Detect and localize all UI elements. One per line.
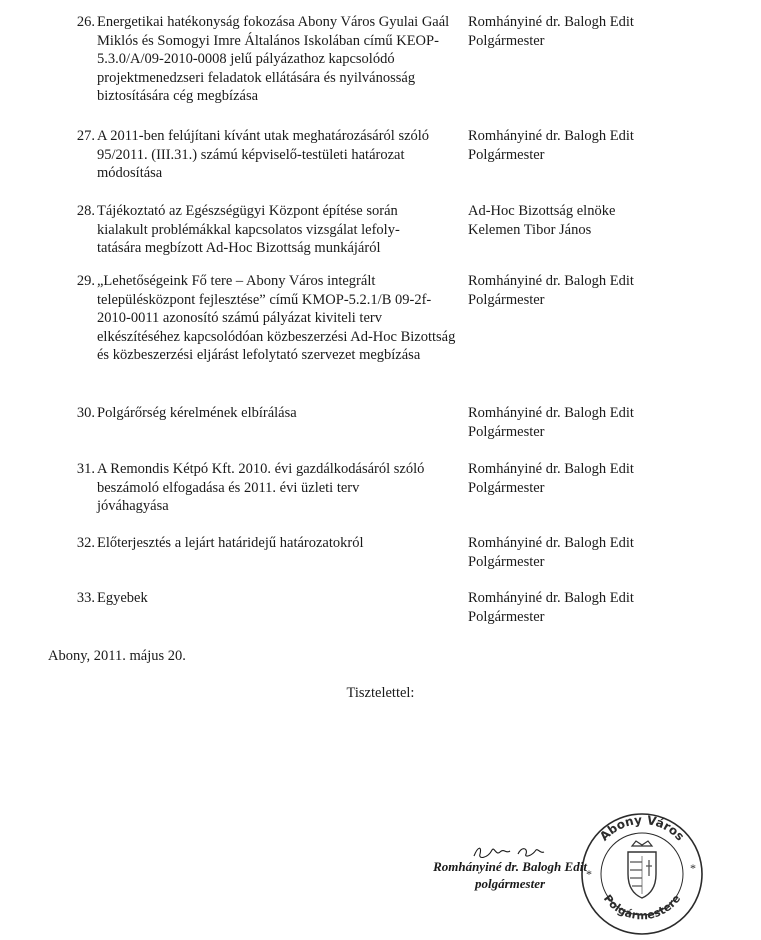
item-number: 29. bbox=[76, 273, 95, 289]
presenter-role: Kelemen Tibor János bbox=[468, 221, 592, 238]
handwritten-signature bbox=[470, 842, 550, 862]
presenter-role: Polgármester bbox=[468, 423, 545, 440]
item-presenter bbox=[468, 404, 758, 441]
presenter-name: Romhányiné dr. Balogh Edit bbox=[468, 128, 634, 144]
item-presenter bbox=[468, 202, 758, 239]
item-presenter bbox=[468, 460, 758, 497]
item-title: A 2011-ben felújítani kívánt utak meghatározásáról szóló 95/2011. (III.31.) számú képviselő-testületi határozat módosítása bbox=[97, 128, 430, 181]
presenter-role: Polgármester bbox=[468, 291, 545, 308]
presenter-role: Polgármester bbox=[468, 608, 545, 625]
presenter-role: Polgármester bbox=[468, 479, 545, 496]
signer-role: polgármester bbox=[474, 876, 546, 891]
signature-block bbox=[410, 852, 610, 892]
presenter-name: Romhányiné dr. Balogh Edit bbox=[468, 590, 634, 606]
item-number: 30. bbox=[76, 405, 95, 421]
item-presenter bbox=[468, 589, 758, 626]
place-date: Abony, 2011. május 20. bbox=[48, 648, 186, 664]
presenter-name: Romhányiné dr. Balogh Edit bbox=[468, 535, 634, 551]
item-number: 31. bbox=[76, 461, 95, 477]
item-title: „Lehetőségeink Fő tere – Abony Város integrált településközpont fejlesztése” című KMOP-5.2.1/B 09-2f-2010-0011 azonosító számú pályázat kiviteli terv elkészítéséhez kapcsolódóan közbeszerzési Ad-Hoc Bizottság és közbeszerzési eljárást lefolytató szervezet megbízása bbox=[97, 273, 456, 363]
item-number: 32. bbox=[76, 535, 95, 551]
item-number: 26. bbox=[76, 14, 95, 30]
presenter-name: Romhányiné dr. Balogh Edit bbox=[468, 405, 634, 421]
item-title: Tájékoztató az Egészségügyi Központ építése során kialakult problémákkal kapcsolatos vizsgálat lefoly-tatására megbízott Ad-Hoc Bizottság munkájáról bbox=[97, 203, 400, 256]
signer-name: Romhányiné dr. Balogh Edit bbox=[433, 859, 587, 874]
item-presenter bbox=[468, 534, 758, 571]
presenter-role: Polgármester bbox=[468, 553, 545, 570]
item-presenter bbox=[468, 13, 758, 50]
presenter-name: Romhányiné dr. Balogh Edit bbox=[468, 14, 634, 30]
item-title: A Remondis Kétpó Kft. 2010. évi gazdálkodásáról szóló beszámoló elfogadása és 2011. évi üzleti terv jóváhagyása bbox=[97, 461, 425, 514]
item-number: 27. bbox=[76, 128, 95, 144]
closing-salutation: Tisztelettel: bbox=[346, 685, 415, 701]
item-number: 33. bbox=[76, 590, 95, 606]
item-title: Energetikai hatékonyság fokozása Abony Város Gyulai Gaál Miklós és Somogyi Imre Általános Iskolában című KEOP-5.3.0/A/09-2010-0008 jelű pályázathoz kapcsolódó projektmenedzseri feladatok ellátására és nyilvánosság biztosítására cég megbízása bbox=[97, 14, 450, 104]
presenter-name: Romhányiné dr. Balogh Edit bbox=[468, 461, 634, 477]
presenter-role: Polgármester bbox=[468, 32, 545, 49]
item-title: Polgárőrség kérelmének elbírálása bbox=[97, 405, 297, 421]
presenter-role: Polgármester bbox=[468, 146, 545, 163]
presenter-name: Ad-Hoc Bizottság elnöke bbox=[468, 203, 616, 219]
presenter-name: Romhányiné dr. Balogh Edit bbox=[468, 273, 634, 289]
coat-of-arms-icon bbox=[628, 841, 656, 898]
item-presenter bbox=[468, 272, 758, 309]
stamp-bottom-text: Polgármestere bbox=[600, 892, 684, 923]
star-icon: * bbox=[690, 861, 696, 875]
item-title: Egyebek bbox=[97, 590, 148, 606]
item-number: 28. bbox=[76, 203, 95, 219]
item-title: Előterjesztés a lejárt határidejű határozatokról bbox=[97, 535, 364, 551]
star-icon: * bbox=[586, 867, 592, 881]
stamp-top-text: Abony Város bbox=[596, 812, 688, 844]
item-presenter bbox=[468, 127, 758, 164]
